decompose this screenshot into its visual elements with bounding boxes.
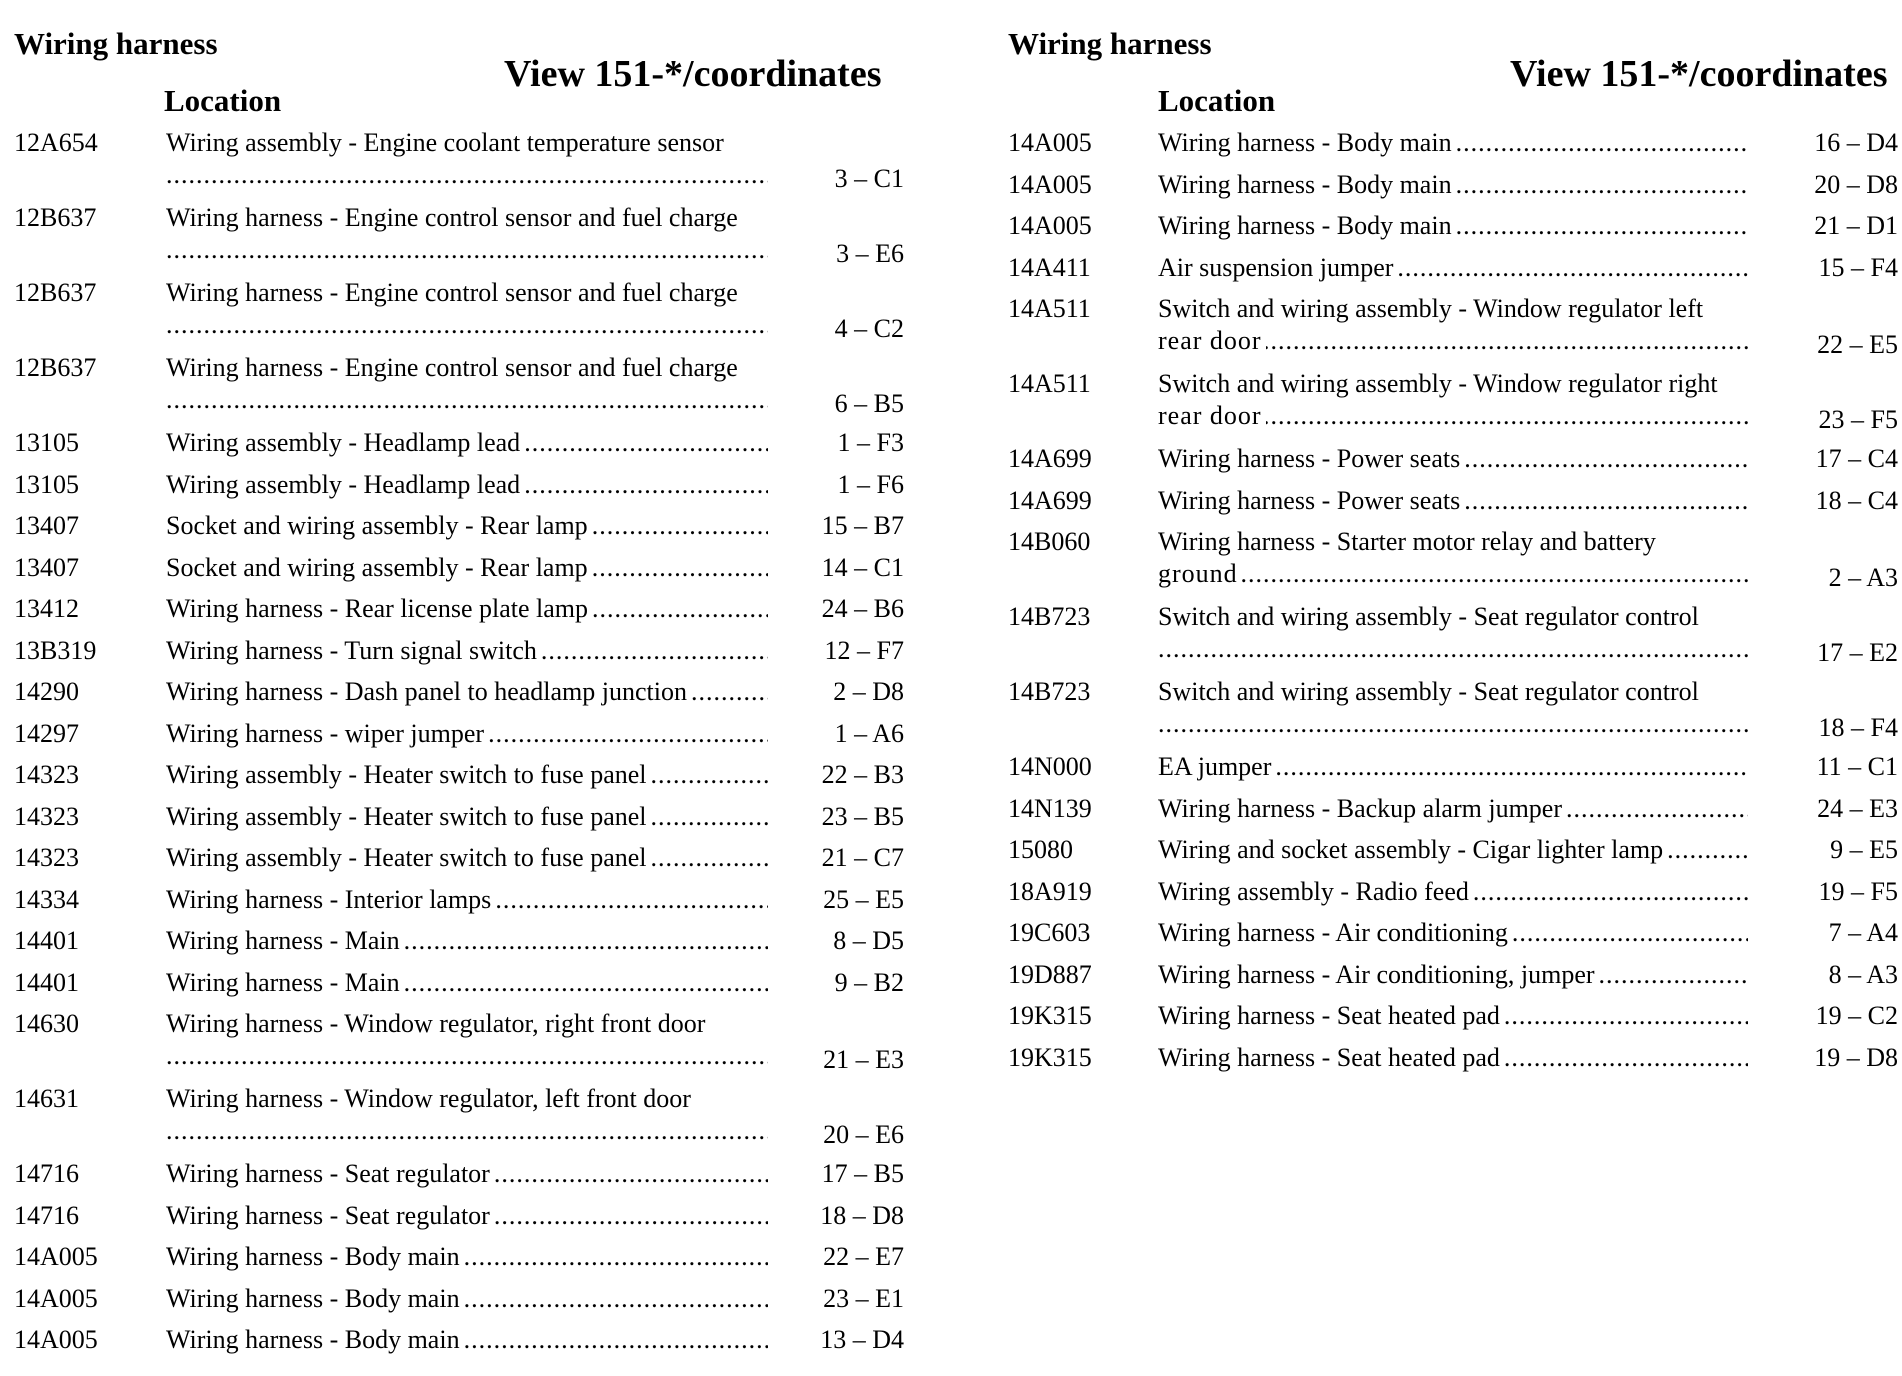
part-description <box>166 1009 768 1039</box>
table-row <box>14 1238 904 1280</box>
dot-leader <box>1158 634 1748 664</box>
part-code: 14323 <box>14 843 79 872</box>
part-description <box>1158 960 1748 990</box>
part-description-text: Wiring assembly - Heater switch to fuse panel <box>166 843 651 872</box>
part-description <box>1158 1001 1748 1031</box>
view-coordinate: 22 – E5 <box>1817 330 1898 359</box>
part-description-text: Wiring harness - Seat regulator <box>166 1201 494 1230</box>
part-description-text: Wiring harness - Main <box>166 968 404 997</box>
part-description-text: Wiring harness - Seat heated pad <box>1158 1001 1504 1030</box>
part-code: 19K315 <box>1008 1042 1092 1072</box>
part-description <box>166 885 768 915</box>
part-code: 14290 <box>14 677 79 706</box>
part-description-text: Wiring harness - Window regulator, right front door <box>166 1009 709 1038</box>
dot-leader <box>1158 326 1748 356</box>
part-code: 19C603 <box>1008 918 1091 947</box>
part-description-text: Wiring harness - Seat regulator <box>166 1159 494 1188</box>
part-code: 12B637 <box>14 278 97 307</box>
part-description-text: Wiring harness - Power seats <box>1158 444 1464 473</box>
part-description <box>166 353 768 383</box>
view-coordinate: 17 – B5 <box>821 1159 904 1188</box>
table-row <box>1008 790 1898 832</box>
part-description <box>166 1284 768 1314</box>
view-coordinate: 19 – F5 <box>1818 876 1898 906</box>
view-coordinate: 2 – A3 <box>1828 563 1898 592</box>
part-code: 14716 <box>14 1159 79 1188</box>
dot-leader <box>166 1041 768 1071</box>
view-coordinate: 11 – C1 <box>1816 752 1898 781</box>
location-heading: Location <box>164 83 282 118</box>
part-code: 13412 <box>14 594 79 623</box>
part-code: 13B319 <box>14 635 97 665</box>
part-description-text: Wiring and socket assembly - Cigar lighter lamp <box>1158 835 1667 864</box>
part-description-text: Wiring harness - Rear license plate lamp <box>166 594 592 623</box>
part-description-text: Socket and wiring assembly - Rear lamp <box>166 511 592 540</box>
part-description <box>1158 527 1748 557</box>
view-coordinate: 9 – B2 <box>834 967 904 997</box>
table-row <box>14 881 904 923</box>
view-coordinate: 22 – B3 <box>821 760 904 789</box>
part-code: 14B723 <box>1008 677 1091 706</box>
view-coordinate: 17 – C4 <box>1815 444 1898 473</box>
table-row <box>1008 249 1898 291</box>
view-coordinates-heading: View 151-*/coordinates <box>1510 53 1888 95</box>
part-description <box>1158 253 1748 283</box>
part-description <box>1158 602 1748 632</box>
view-coordinate: 25 – E5 <box>823 884 904 914</box>
table-row <box>14 424 904 466</box>
part-code: 14B060 <box>1008 527 1091 556</box>
table-row <box>14 922 904 964</box>
view-coordinate: 4 – C2 <box>834 314 904 343</box>
dot-leader <box>166 160 768 190</box>
table-row <box>14 549 904 591</box>
part-code: 14716 <box>14 1200 79 1230</box>
part-description <box>166 968 768 998</box>
dot-leader <box>1158 709 1748 739</box>
part-description <box>1158 444 1748 474</box>
part-description-text: Wiring harness - Body main <box>1158 211 1456 240</box>
view-coordinate: 1 – F6 <box>837 469 904 499</box>
part-code: 12A654 <box>14 128 98 157</box>
part-description-text: Wiring harness - wiper jumper <box>166 719 488 748</box>
table-row <box>14 964 904 1006</box>
table-row <box>14 1280 904 1322</box>
location-heading: Location <box>1158 83 1276 118</box>
view-coordinate: 3 – E6 <box>836 239 904 268</box>
table-row <box>14 756 904 798</box>
view-coordinate: 15 – B7 <box>821 511 904 540</box>
part-code: 12B637 <box>14 203 97 232</box>
part-description-text: Wiring harness - Body main <box>1158 170 1456 199</box>
part-description <box>1158 835 1748 865</box>
view-coordinate: 1 – A6 <box>834 718 904 748</box>
part-description-continued: ..... rear door <box>1158 401 1266 431</box>
part-code: 14334 <box>14 884 79 914</box>
view-coordinate: 18 – D8 <box>820 1200 904 1230</box>
part-description-text: Wiring harness - Engine control sensor and fuel charge <box>166 203 742 232</box>
part-description-text: Switch and wiring assembly - Seat regulator control <box>1158 677 1703 706</box>
harness-list <box>14 124 904 1363</box>
table-row <box>14 590 904 632</box>
part-description <box>166 802 768 832</box>
part-description-text: Wiring harness - Air conditioning <box>1158 918 1512 947</box>
part-description <box>166 926 768 956</box>
part-description <box>166 760 768 790</box>
view-coordinate: 1 – F3 <box>837 428 904 457</box>
table-row <box>14 1155 904 1197</box>
table-row <box>1008 482 1898 524</box>
view-coordinate: 12 – F7 <box>824 635 904 665</box>
part-description-text: Wiring assembly - Headlamp lead <box>166 470 524 499</box>
part-description <box>1158 128 1748 158</box>
view-coordinate: 13 – D4 <box>820 1325 904 1354</box>
table-row <box>14 124 904 199</box>
part-description <box>1158 170 1748 200</box>
part-code: 14A699 <box>1008 444 1092 473</box>
view-coordinate: 22 – E7 <box>823 1242 904 1271</box>
table-row <box>1008 956 1898 998</box>
table-row <box>1008 914 1898 956</box>
part-description-text: Socket and wiring assembly - Rear lamp <box>166 553 592 582</box>
part-description-text: Wiring harness - Engine control sensor and fuel charge <box>166 278 742 307</box>
part-description <box>1158 1043 1748 1073</box>
view-coordinate: 23 – B5 <box>821 801 904 831</box>
view-coordinate: 18 – C4 <box>1815 485 1898 515</box>
table-row <box>14 839 904 881</box>
part-code: 14A511 <box>1008 294 1091 323</box>
part-code: 14630 <box>14 1009 79 1038</box>
part-description <box>166 128 768 158</box>
dot-leader <box>166 310 768 340</box>
part-description-text: Wiring harness - Turn signal switch <box>166 636 541 665</box>
table-row <box>1008 207 1898 249</box>
part-code: 14A699 <box>1008 485 1092 515</box>
part-description <box>166 1084 768 1114</box>
part-description <box>166 203 768 233</box>
table-row <box>14 798 904 840</box>
table-row <box>14 632 904 674</box>
table-row <box>14 349 904 424</box>
part-description <box>166 553 768 583</box>
part-code: 14A411 <box>1008 252 1091 282</box>
dot-leader <box>166 385 768 415</box>
view-coordinate: 18 – F4 <box>1818 713 1898 742</box>
part-description-text: Wiring harness - Body main <box>166 1284 464 1313</box>
view-coordinate: 24 – E3 <box>1817 793 1898 823</box>
part-description-text: Wiring harness - Power seats <box>1158 486 1464 515</box>
view-coordinate: 21 – E3 <box>823 1045 904 1074</box>
part-description-text: Wiring harness - Body main <box>166 1325 464 1354</box>
part-description-text: Wiring harness - Window regulator, left front door <box>166 1084 695 1113</box>
view-coordinate: 17 – E2 <box>1817 638 1898 667</box>
part-description <box>166 278 768 308</box>
table-row <box>1008 124 1898 166</box>
table-row <box>14 1197 904 1239</box>
table-row <box>14 673 904 715</box>
part-description-text: EA jumper <box>1158 752 1275 781</box>
table-row <box>14 715 904 757</box>
part-code: 13105 <box>14 428 79 457</box>
view-coordinate: 7 – A4 <box>1828 918 1898 947</box>
view-coordinate: 8 – D5 <box>833 926 904 955</box>
view-coordinate: 20 – E6 <box>823 1120 904 1149</box>
part-description-text: Wiring harness - Starter motor relay and battery <box>1158 527 1660 556</box>
view-coordinates-heading: View 151-*/coordinates <box>504 53 882 95</box>
table-row <box>1008 1039 1898 1081</box>
view-coordinate: 24 – B6 <box>821 594 904 623</box>
view-coordinate: 20 – D8 <box>1814 169 1898 199</box>
part-description <box>166 677 768 707</box>
table-row <box>14 1005 904 1080</box>
table-row <box>14 507 904 549</box>
part-code: 19D887 <box>1008 959 1092 989</box>
part-code: 13407 <box>14 552 79 582</box>
view-coordinate: 21 – D1 <box>1814 211 1898 240</box>
part-description <box>166 1201 768 1231</box>
table-row <box>14 274 904 349</box>
part-code: 12B637 <box>14 353 97 382</box>
part-description <box>1158 794 1748 824</box>
section-title: Wiring harness <box>1008 26 1212 61</box>
part-description <box>166 511 768 541</box>
part-description-continued: ..... rear door <box>1158 326 1266 356</box>
part-description-text: Wiring harness - Body main <box>166 1242 464 1271</box>
part-code: 15080 <box>1008 835 1073 864</box>
part-code: 13105 <box>14 469 79 499</box>
part-code: 14N139 <box>1008 793 1092 823</box>
view-coordinate: 8 – A3 <box>1828 959 1898 989</box>
part-description <box>1158 918 1748 948</box>
view-coordinate: 6 – B5 <box>834 389 904 418</box>
part-code: 14323 <box>14 801 79 831</box>
part-description-text: Wiring assembly - Heater switch to fuse panel <box>166 802 651 831</box>
part-description-text: Wiring harness - Body main <box>1158 128 1456 157</box>
part-description-text: Wiring harness - Backup alarm jumper <box>1158 794 1566 823</box>
table-row <box>14 1080 904 1155</box>
table-row <box>1008 748 1898 790</box>
part-code: 14A511 <box>1008 369 1091 398</box>
part-description <box>1158 752 1748 782</box>
view-coordinate: 21 – C7 <box>821 843 904 872</box>
table-row <box>1008 873 1898 915</box>
table-row <box>1008 365 1898 440</box>
part-code: 14A005 <box>14 1325 98 1354</box>
part-code: 14323 <box>14 760 79 789</box>
table-row <box>14 466 904 508</box>
table-row <box>1008 997 1898 1039</box>
part-code: 14A005 <box>1008 211 1092 240</box>
part-description-text: Wiring harness - Main <box>166 926 404 955</box>
part-description <box>1158 294 1748 324</box>
table-row <box>1008 166 1898 208</box>
part-description <box>166 1159 768 1189</box>
table-row <box>1008 290 1898 365</box>
view-coordinate: 3 – C1 <box>834 164 904 193</box>
part-code: 19K315 <box>1008 1001 1092 1030</box>
part-description-text: Switch and wiring assembly - Window regulator left <box>1158 294 1707 323</box>
part-description <box>166 719 768 749</box>
part-description-text: Wiring harness - Engine control sensor and fuel charge <box>166 353 742 382</box>
part-code: 14631 <box>14 1084 79 1113</box>
view-coordinate: 15 – F4 <box>1818 252 1898 282</box>
part-description <box>166 1325 768 1355</box>
part-description <box>166 428 768 458</box>
table-row <box>1008 831 1898 873</box>
part-code: 14A005 <box>14 1242 98 1271</box>
part-description <box>1158 211 1748 241</box>
harness-list <box>1008 124 1898 1080</box>
part-code: 13407 <box>14 511 79 540</box>
dot-leader <box>166 235 768 265</box>
table-row <box>14 199 904 274</box>
view-coordinate: 19 – C2 <box>1815 1001 1898 1030</box>
dot-leader <box>1158 401 1748 431</box>
part-code: 14297 <box>14 718 79 748</box>
part-description-text: Wiring harness - Interior lamps <box>166 885 495 914</box>
part-description <box>1158 486 1748 516</box>
view-coordinate: 16 – D4 <box>1814 128 1898 157</box>
table-row <box>1008 673 1898 748</box>
part-description-text: Wiring assembly - Radio feed <box>1158 877 1473 906</box>
part-description <box>166 594 768 624</box>
part-description <box>1158 369 1748 399</box>
dot-leader <box>1158 559 1748 589</box>
section-title: Wiring harness <box>14 26 218 61</box>
part-description-text: Wiring assembly - Heater switch to fuse panel <box>166 760 651 789</box>
part-code: 14B723 <box>1008 602 1091 631</box>
part-code: 14A005 <box>14 1283 98 1313</box>
view-coordinate: 23 – E1 <box>823 1283 904 1313</box>
part-description-continued: ..... ground <box>1158 559 1242 589</box>
view-coordinate: 14 – C1 <box>821 552 904 582</box>
part-description <box>166 1242 768 1272</box>
table-row <box>14 1321 904 1363</box>
part-description-text: Air suspension jumper <box>1158 253 1397 282</box>
part-description-text: Switch and wiring assembly - Window regulator right <box>1158 369 1722 398</box>
view-coordinate: 19 – D8 <box>1814 1042 1898 1072</box>
part-code: 14A005 <box>1008 128 1092 157</box>
table-row <box>1008 523 1898 598</box>
part-code: 14401 <box>14 926 79 955</box>
view-coordinate: 2 – D8 <box>833 677 904 706</box>
part-description <box>166 470 768 500</box>
part-description <box>1158 877 1748 907</box>
part-description-text: Wiring harness - Air conditioning, jumper <box>1158 960 1599 989</box>
view-coordinate: 23 – F5 <box>1818 405 1898 434</box>
part-description-text: Switch and wiring assembly - Seat regulator control <box>1158 602 1703 631</box>
part-code: 14A005 <box>1008 169 1092 199</box>
part-code: 14401 <box>14 967 79 997</box>
part-description-text: Wiring assembly - Engine coolant temperature sensor <box>166 128 728 157</box>
part-description-text: Wiring harness - Seat heated pad <box>1158 1043 1504 1072</box>
part-code: 14N000 <box>1008 752 1092 781</box>
part-description <box>166 636 768 666</box>
table-row <box>1008 598 1898 673</box>
part-description <box>166 843 768 873</box>
view-coordinate: 9 – E5 <box>1830 835 1898 864</box>
table-row <box>1008 440 1898 482</box>
part-code: 18A919 <box>1008 876 1092 906</box>
part-description-text: Wiring harness - Dash panel to headlamp junction <box>166 677 691 706</box>
part-description-text: Wiring assembly - Headlamp lead <box>166 428 524 457</box>
part-description <box>1158 677 1748 707</box>
dot-leader <box>166 1116 768 1146</box>
